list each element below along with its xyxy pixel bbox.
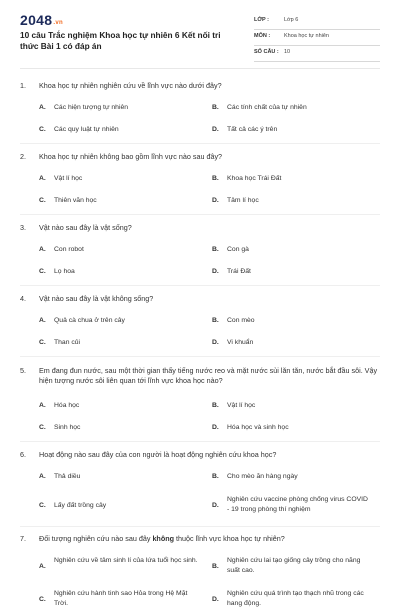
answer-option[interactable]: [212, 495, 370, 515]
answer-text: Nghiên cứu hành tinh sao Hỏa trong Hệ Mặt Trời.: [54, 590, 188, 607]
answer-letter: B.: [212, 563, 219, 570]
logo-main-text: 2048: [20, 12, 53, 28]
header-divider: [20, 68, 380, 69]
answer-option[interactable]: [39, 103, 189, 113]
answer-letter: C.: [39, 424, 46, 431]
question-divider: [20, 356, 380, 357]
answer-text: Thả diều: [54, 473, 81, 480]
answer-text: Vật lí học: [227, 402, 256, 409]
question-divider: [20, 526, 380, 527]
answer-option[interactable]: [39, 125, 189, 135]
answer-option[interactable]: [39, 196, 189, 206]
answer-text: Trái Đất: [227, 268, 251, 275]
answer-option[interactable]: [212, 589, 372, 609]
logo-sub-text: .vn: [53, 20, 63, 26]
answer-letter: A.: [39, 317, 46, 324]
answer-letter: D.: [212, 502, 219, 509]
answer-letter: C.: [39, 197, 46, 204]
answer-option[interactable]: [212, 338, 362, 348]
answer-text: Các hiện tượng tự nhiên: [54, 104, 129, 111]
answer-option[interactable]: [212, 472, 362, 482]
answer-text: Nghiên cứu lai tạo giống cây trồng cho năng suất cao.: [227, 557, 361, 574]
answer-text: Nghiên cứu quá trình tạo thạch nhũ trong các hang động.: [227, 590, 364, 607]
answer-option[interactable]: [39, 423, 189, 433]
answer-option[interactable]: [212, 125, 362, 135]
answer-option[interactable]: [212, 267, 362, 277]
answer-letter: A.: [39, 563, 46, 570]
question-heading: [20, 223, 380, 233]
answer-letter: D.: [212, 596, 219, 603]
question-number: 7.: [20, 534, 26, 543]
question-divider: [20, 143, 380, 144]
question-3: [20, 223, 380, 275]
question-text: Khoa học tự nhiên không bao gồm lĩnh vực nào sau đây?: [39, 152, 223, 161]
answer-option[interactable]: [212, 174, 362, 184]
question-text-emphasis: không: [152, 534, 174, 543]
answer-text: Thiên văn học: [54, 197, 97, 204]
meta-row-count: [254, 46, 380, 62]
answer-text: Cho mèo ăn hàng ngày: [227, 473, 298, 480]
question-divider: [20, 214, 380, 215]
question-7: [20, 534, 380, 607]
question-text: Vật nào sau đây là vật không sống?: [39, 294, 154, 303]
answer-letter: B.: [212, 175, 219, 182]
answer-option[interactable]: [212, 245, 362, 255]
question-number: 3.: [20, 223, 26, 232]
question-heading: [20, 366, 380, 386]
answer-letter: A.: [39, 402, 46, 409]
answer-letter: A.: [39, 175, 46, 182]
answer-text: Các quy luật tự nhiên: [54, 126, 119, 133]
answer-text: Tâm lí học: [227, 197, 259, 204]
answer-letter: B.: [212, 473, 219, 480]
meta-row-subject: [254, 30, 380, 46]
answer-letter: C.: [39, 268, 46, 275]
answer-letter: C.: [39, 126, 46, 133]
answer-letter: C.: [39, 502, 46, 509]
answer-text: Lọ hoa: [54, 268, 75, 275]
answer-option[interactable]: [212, 423, 362, 433]
answer-letter: D.: [212, 126, 219, 133]
answer-text: Lấy đất trồng cây: [54, 502, 107, 509]
meta-key: LỚP :: [254, 17, 269, 23]
meta-row-class: [254, 14, 380, 30]
meta-key: MÔN :: [254, 33, 271, 39]
answer-letter: B.: [212, 317, 219, 324]
meta-value: Lớp 6: [284, 17, 299, 23]
answer-option[interactable]: [39, 556, 199, 570]
answer-text: Tất cả các ý trên: [227, 126, 278, 133]
answer-option[interactable]: [39, 589, 199, 609]
meta-key: SỐ CÂU :: [254, 49, 279, 55]
answer-option[interactable]: [39, 472, 189, 482]
answer-text: Hóa học và sinh học: [227, 424, 289, 431]
question-number: 4.: [20, 294, 26, 303]
answer-text: Con gà: [227, 246, 249, 253]
answer-letter: B.: [212, 104, 219, 111]
question-number: 5.: [20, 366, 26, 375]
answer-option[interactable]: [39, 267, 189, 277]
question-6: [20, 450, 380, 513]
answer-letter: A.: [39, 473, 46, 480]
question-5: [20, 366, 380, 431]
meta-value: Khoa học tự nhiên: [284, 33, 329, 39]
answer-text: Than củi: [54, 339, 81, 346]
meta-value: 10: [284, 49, 291, 55]
answer-text: Con mèo: [227, 317, 255, 324]
answer-option[interactable]: [39, 174, 189, 184]
answer-letter: B.: [212, 246, 219, 253]
answer-letter: A.: [39, 246, 46, 253]
question-2: [20, 152, 380, 204]
answer-letter: A.: [39, 104, 46, 111]
question-heading: [20, 534, 380, 544]
answer-letter: D.: [212, 339, 219, 346]
answer-text: Nghiên cứu về tâm sinh lí của lứa tuổi học sinh.: [54, 557, 198, 564]
question-heading: [20, 81, 380, 91]
site-logo[interactable]: [20, 12, 63, 28]
answer-letter: C.: [39, 596, 46, 603]
answer-text: Khoa học Trái Đất: [227, 175, 282, 182]
answer-letter: D.: [212, 268, 219, 275]
question-number: 2.: [20, 152, 26, 161]
answer-option[interactable]: [212, 556, 372, 576]
answer-letter: D.: [212, 197, 219, 204]
answer-letter: C.: [39, 339, 46, 346]
question-4: [20, 294, 380, 346]
meta-info-box: [254, 14, 380, 62]
answer-text: Vi khuẩn: [227, 339, 254, 346]
answer-text: Nghiên cứu vaccine phòng chống virus COVID - 19 trong phòng thí nghiệm: [227, 496, 368, 513]
question-text: Vật nào sau đây là vật sống?: [39, 223, 132, 232]
answer-letter: D.: [212, 424, 219, 431]
question-divider: [20, 285, 380, 286]
answer-option[interactable]: [212, 103, 362, 113]
question-text: Em đang đun nước, sau một thời gian thấy tiếng nước reo và mặt nước sủi lăn tăn, nước bắt đầu sôi. Vậy hiện tượng nước sôi liên quan tới lĩnh vực khoa học nào?: [39, 366, 378, 385]
question-heading: [20, 152, 380, 162]
answer-text: Sinh học: [54, 424, 81, 431]
question-text-part: thuộc lĩnh vực khoa học tự nhiên?: [174, 534, 285, 543]
question-1: [20, 81, 380, 133]
question-number: 6.: [20, 450, 26, 459]
answer-text: Hóa học: [54, 402, 80, 409]
question-divider: [20, 441, 380, 442]
question-heading: [20, 450, 380, 460]
question-text: Khoa học tự nhiên nghiên cứu về lĩnh vực nào dưới đây?: [39, 81, 222, 90]
answer-option[interactable]: [39, 316, 189, 326]
answer-option[interactable]: [39, 245, 189, 255]
document-header: [0, 0, 400, 62]
answer-letter: B.: [212, 402, 219, 409]
question-heading: [20, 294, 380, 304]
question-number: 1.: [20, 81, 26, 90]
answer-text: Vật lí học: [54, 175, 83, 182]
question-text-part: Đối tượng nghiên cứu nào sau đây: [39, 534, 153, 543]
answer-option[interactable]: [39, 338, 189, 348]
answer-option[interactable]: [39, 501, 189, 511]
answer-option[interactable]: [212, 401, 362, 411]
answer-text: Quả cà chua ở trên cây: [54, 317, 125, 324]
answer-text: Con robot: [54, 246, 84, 253]
answer-option[interactable]: [212, 316, 362, 326]
document-title: 10 câu Trắc nghiệm Khoa học tự nhiên 6 Kết nối tri thức Bài 1 có đáp án: [20, 30, 221, 51]
answer-option[interactable]: [212, 196, 362, 206]
question-text: Hoạt động nào sau đây của con người là hoạt động nghiên cứu khoa học?: [39, 450, 277, 459]
answer-text: Các tính chất của tự nhiên: [227, 104, 307, 111]
answer-option[interactable]: [39, 401, 189, 411]
question-text: [39, 534, 380, 544]
